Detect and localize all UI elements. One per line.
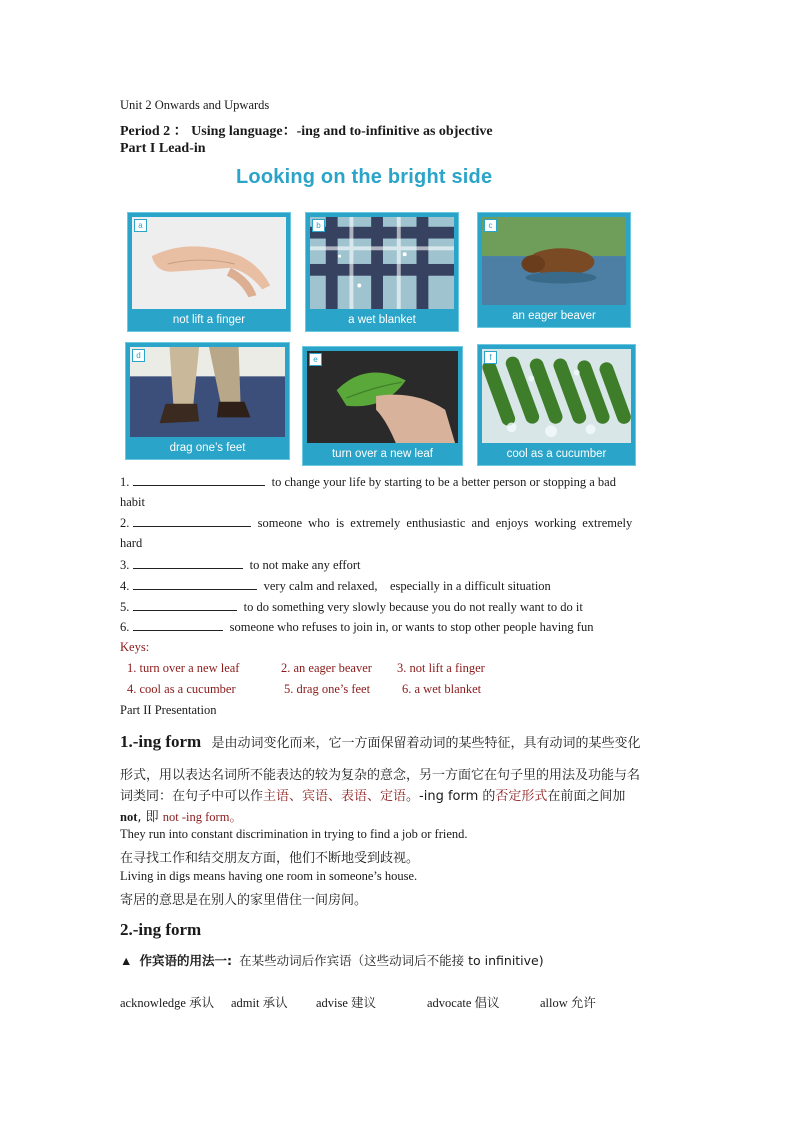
- card-letter: d: [132, 349, 145, 362]
- card-letter: a: [134, 219, 147, 232]
- item-text: someone who refuses to join in, or wants to stop other people having fun: [229, 620, 594, 634]
- not-keyword: not: [120, 810, 138, 824]
- item-text: to do something very slowly because you do not really want to do it: [243, 600, 583, 614]
- exercise-item-2: [120, 515, 632, 531]
- text-segment: , 即: [137, 810, 163, 825]
- card-caption: an eager beaver: [512, 310, 596, 322]
- example1-cn: 在寻找工作和结交朋友方面，他们不断地受到歧视。: [120, 851, 420, 866]
- text-segment: 在前面之间加: [547, 789, 626, 804]
- negative-form: 否定形式: [495, 789, 548, 804]
- example2-en: Living in digs means having one room in someone’s house.: [120, 869, 418, 883]
- section1-line2: 形式，用以表达名词所不能表达的较为复杂的意念，另一方面它在句子里的用法及功能与名: [120, 768, 641, 783]
- card-letter: b: [312, 219, 325, 232]
- item-number: 5.: [120, 600, 130, 614]
- usage-desc: 在某些动词后作宾语（这些动词后不能接 to infinitive): [239, 953, 544, 968]
- answer-blank[interactable]: [133, 557, 243, 569]
- key-4: 4. cool as a cucumber: [127, 682, 236, 696]
- card-letter: f: [484, 351, 497, 364]
- item-number: 6.: [120, 620, 130, 634]
- item-text: to change your life by starting to be a better person or stopping a bad: [271, 475, 616, 489]
- section2-usage: [120, 951, 544, 969]
- verb-1: acknowledge 承认: [120, 996, 215, 1010]
- card-a: [127, 212, 291, 332]
- exercise-item-3: [120, 557, 360, 573]
- exercise-item-6: [120, 619, 593, 635]
- verb-2: admit 承认: [231, 996, 288, 1010]
- verb-4: advocate 倡议: [427, 996, 500, 1010]
- unit-title: Unit 2 Onwards and Upwards: [120, 98, 270, 112]
- exercise-item-1-cont: habit: [120, 495, 145, 509]
- triangle-bullet-icon: ▲: [120, 954, 133, 968]
- answer-blank[interactable]: [133, 515, 251, 527]
- photo-cucumber: [482, 349, 631, 443]
- item-number: 2.: [120, 516, 130, 530]
- part1-title: Part I Lead-in: [120, 141, 206, 156]
- item-text: someone who is extremely enthusiastic and enjoys working extremely: [257, 516, 633, 530]
- item-text: to not make any effort: [249, 558, 361, 572]
- section1-line3: [120, 785, 625, 804]
- card-caption: cool as a cucumber: [506, 448, 607, 460]
- answer-blank[interactable]: [133, 578, 257, 590]
- card-caption: a wet blanket: [348, 314, 416, 326]
- key-6: 6. a wet blanket: [402, 682, 482, 696]
- card-b: [305, 212, 459, 332]
- card-letter: c: [484, 219, 497, 232]
- answer-blank[interactable]: [133, 599, 237, 611]
- card-caption: turn over a new leaf: [331, 448, 433, 460]
- item-text: very calm and relaxed, especially in a difficult situation: [263, 579, 551, 593]
- not-ing-form: not -ing form。: [162, 810, 242, 824]
- photo-hand: [132, 217, 286, 309]
- photo-blanket: [310, 217, 454, 309]
- exercise-item-1: [120, 474, 616, 490]
- example1-en: They run into constant discrimination in trying to find a job or friend.: [120, 827, 468, 841]
- verb-3: advise 建议: [316, 996, 377, 1010]
- card-c: [477, 212, 631, 328]
- verb-5: allow 允许: [540, 996, 596, 1010]
- section1-line4: [120, 806, 242, 825]
- item-number: 1.: [120, 475, 130, 489]
- key-2: 2. an eager beaver: [281, 661, 372, 675]
- photo-leaf: [307, 351, 458, 443]
- usage-label: 作宾语的用法一:: [139, 953, 232, 968]
- photo-feet: [130, 347, 285, 437]
- section1-intro: 是由动词变化而来，它一方面保留着动词的某些特征，具有动词的某些变化: [211, 736, 641, 751]
- section1-title: [120, 732, 640, 752]
- card-e: [302, 346, 463, 466]
- text-segment: 。-ing form 的: [406, 789, 496, 804]
- keys-label: Keys:: [120, 640, 150, 654]
- exercise-item-4: [120, 578, 551, 594]
- item-number: 3.: [120, 558, 130, 572]
- card-d: [125, 342, 290, 460]
- key-5: 5. drag one’s feet: [284, 682, 371, 696]
- card-f: [477, 344, 636, 466]
- grammar-roles: 主语、宾语、表语、定语: [263, 789, 407, 804]
- key-3: 3. not lift a finger: [397, 661, 485, 675]
- card-letter: e: [309, 353, 322, 366]
- part2-title: Part II Presentation: [120, 703, 217, 717]
- answer-blank[interactable]: [133, 474, 265, 486]
- section2-title: 2.-ing form: [120, 920, 202, 939]
- item-number: 4.: [120, 579, 130, 593]
- example2-cn: 寄居的意思是在别人的家里借住一间房间。: [120, 893, 368, 908]
- key-1: 1. turn over a new leaf: [127, 661, 240, 675]
- card-caption: not lift a finger: [172, 314, 246, 326]
- card-caption: drag one’s feet: [169, 442, 246, 454]
- figure-title: Looking on the bright side: [236, 166, 493, 188]
- answer-blank[interactable]: [133, 619, 223, 631]
- exercise-item-2-cont: hard: [120, 536, 143, 550]
- period-title: Period 2 ： Using language：-ing and to-infinitive as objective: [120, 124, 493, 139]
- text-segment: 词类同：在句子中可以作: [120, 789, 264, 804]
- section1-heading: 1.-ing form: [120, 732, 202, 751]
- exercise-item-5: [120, 599, 583, 615]
- photo-beaver: [482, 217, 626, 305]
